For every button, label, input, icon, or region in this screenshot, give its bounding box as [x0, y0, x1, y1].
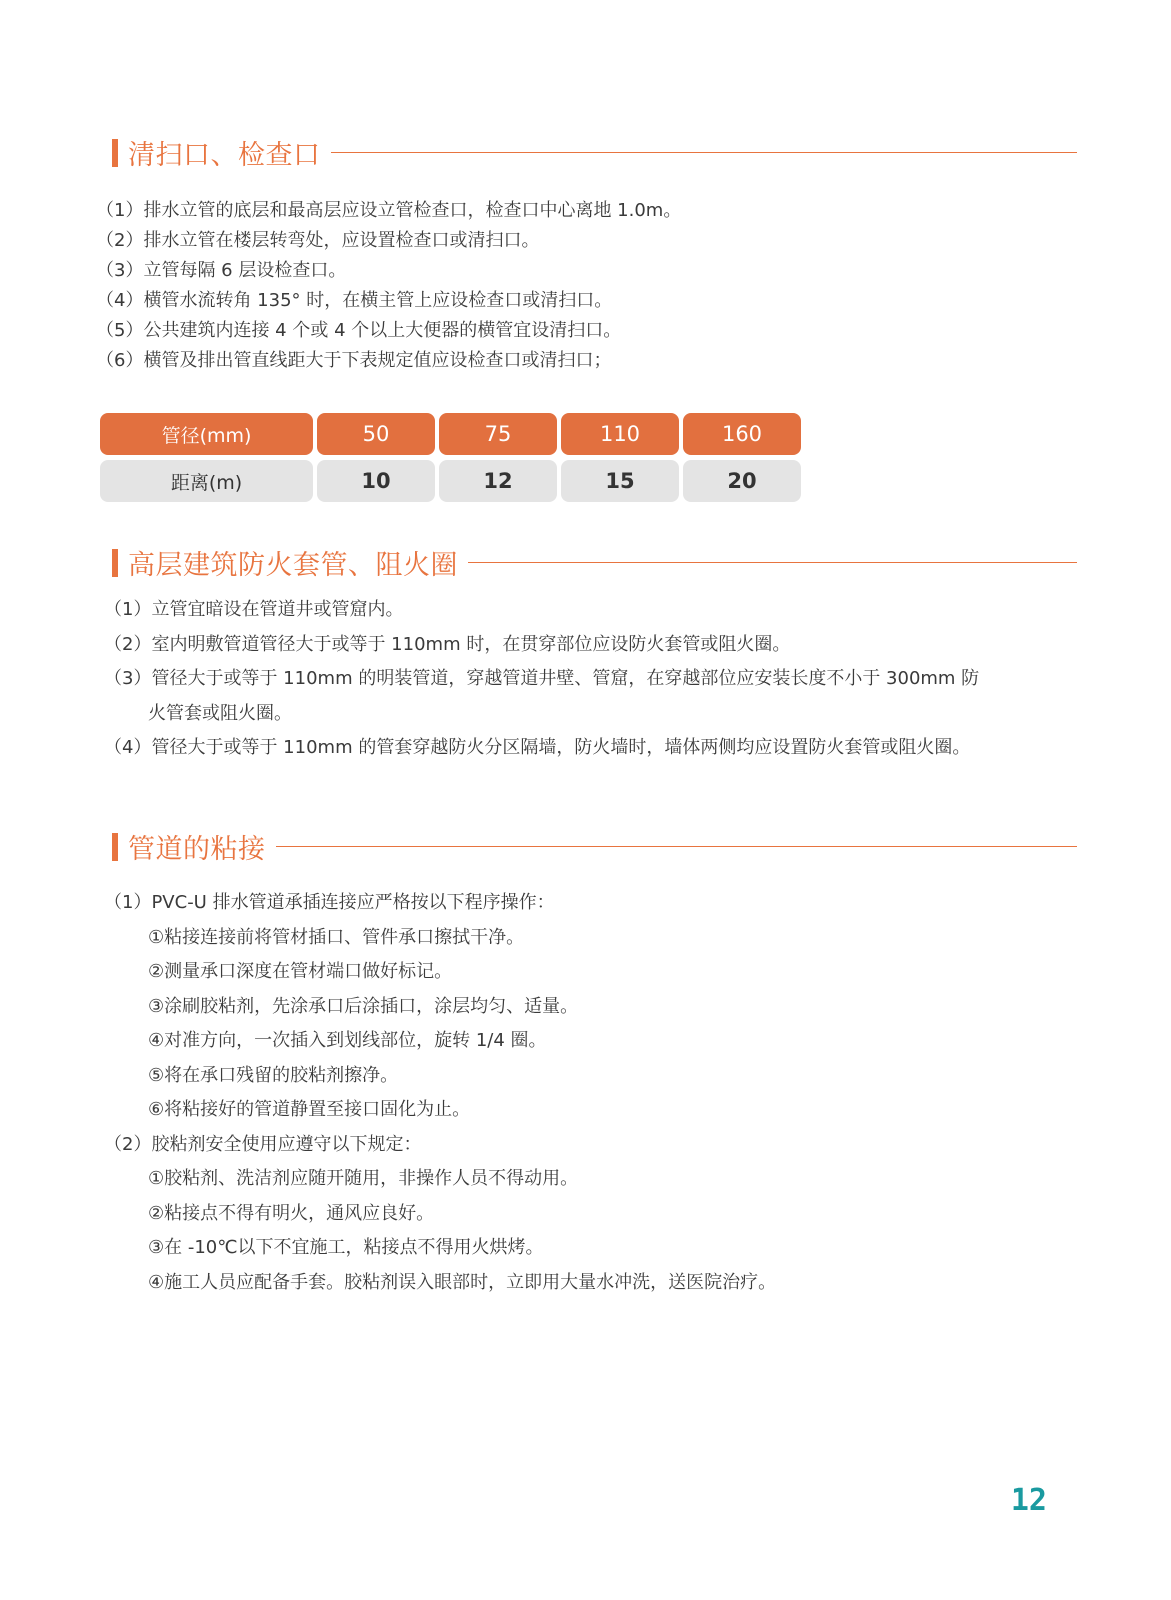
table-header-cell: 160 — [683, 413, 801, 455]
table-row — [100, 460, 805, 502]
list-item-continuation: 火管套或阻火圈。 — [148, 702, 292, 724]
table-cell: 10 — [317, 460, 435, 502]
section-title: 高层建筑防火套管、阻火圈 — [128, 550, 458, 581]
list-item: （5）公共建筑内连接 4 个或 4 个以上大便器的横管宜设清扫口。 — [96, 320, 622, 341]
section1-list — [96, 196, 681, 376]
list-subitem: ④施工人员应配备手套。胶粘剂误入眼部时，立即用大量水冲洗，送医院治疗。 — [148, 1271, 777, 1293]
list-item: （6）横管及排出管直线距大于下表规定值应设检查口或清扫口； — [96, 350, 612, 371]
list-subitem: ②粘接点不得有明火，通风应良好。 — [148, 1202, 435, 1224]
list-item: （2）室内明敷管道管径大于或等于 110mm 时，在贯穿部位应设防火套管或阻火圈。 — [104, 633, 791, 655]
list-item: （4）横管水流转角 135° 时，在横主管上应设检查口或清扫口。 — [96, 290, 613, 311]
list-item: （1）排水立管的底层和最高层应设立管检查口，检查口中心离地 1.0m。 — [96, 200, 682, 221]
heading-accent-bar — [112, 139, 118, 167]
table-header-cell: 110 — [561, 413, 679, 455]
table-header-cell: 50 — [317, 413, 435, 455]
list-item: （2）排水立管在楼层转弯处，应设置检查口或清扫口。 — [96, 230, 540, 251]
heading-rule — [276, 846, 1078, 848]
list-item: （4）管径大于或等于 110mm 的管套穿越防火分区隔墙，防火墙时，墙体两侧均应设置防火套管或阻火圈。 — [104, 737, 971, 758]
table-cell: 距离(m) — [100, 460, 313, 502]
list-subitem: ①胶粘剂、洗洁剂应随开随用，非操作人员不得动用。 — [148, 1168, 579, 1189]
heading-rule — [331, 152, 1078, 154]
page-number: 12 — [1010, 1483, 1047, 1518]
list-subitem: ③在 -10℃以下不宜施工，粘接点不得用火烘烤。 — [148, 1237, 544, 1258]
heading-rule — [468, 562, 1077, 564]
list-item: （3）立管每隔 6 层设检查口。 — [96, 260, 347, 281]
table-cell: 15 — [561, 460, 679, 502]
heading-accent-bar — [112, 549, 118, 577]
section3-list — [104, 886, 776, 1300]
list-subitem: ⑥将粘接好的管道静置至接口固化为止。 — [148, 1099, 471, 1120]
section-heading-fire-sleeve — [112, 543, 1077, 582]
section-title: 清扫口、检查口 — [128, 140, 321, 171]
table-cell: 12 — [439, 460, 557, 502]
table-header-cell: 75 — [439, 413, 557, 455]
section2-list — [104, 593, 979, 766]
list-item: （2）胶粘剂安全使用应遵守以下规定： — [104, 1133, 422, 1155]
list-subitem: ②测量承口深度在管材端口做好标记。 — [148, 961, 453, 982]
table-header-cell: 管径(mm) — [100, 413, 313, 455]
list-item: （3）管径大于或等于 110mm 的明装管道，穿越管道井壁、管窟，在穿越部位应安装长度不小于 300mm 防 — [104, 668, 980, 689]
list-subitem: ③涂刷胶粘剂，先涂承口后涂插口，涂层均匀、适量。 — [148, 995, 579, 1017]
list-subitem: ⑤将在承口残留的胶粘剂擦净。 — [148, 1064, 399, 1086]
list-item: （1）PVC-U 排水管道承插连接应严格按以下程序操作： — [104, 892, 555, 913]
list-subitem: ④对准方向，一次插入到划线部位，旋转 1/4 圈。 — [148, 1030, 547, 1051]
table-cell: 20 — [683, 460, 801, 502]
list-subitem: ①粘接连接前将管材插口、管件承口擦拭干净。 — [148, 926, 525, 948]
heading-accent-bar — [112, 833, 118, 861]
pipe-distance-table — [100, 413, 805, 507]
list-item: （1）立管宜暗设在管道井或管窟内。 — [104, 599, 404, 620]
section-title: 管道的粘接 — [128, 834, 266, 865]
section-heading-bonding — [112, 827, 1077, 866]
section-heading-cleanout — [112, 133, 1077, 172]
table-header-row — [100, 413, 805, 455]
